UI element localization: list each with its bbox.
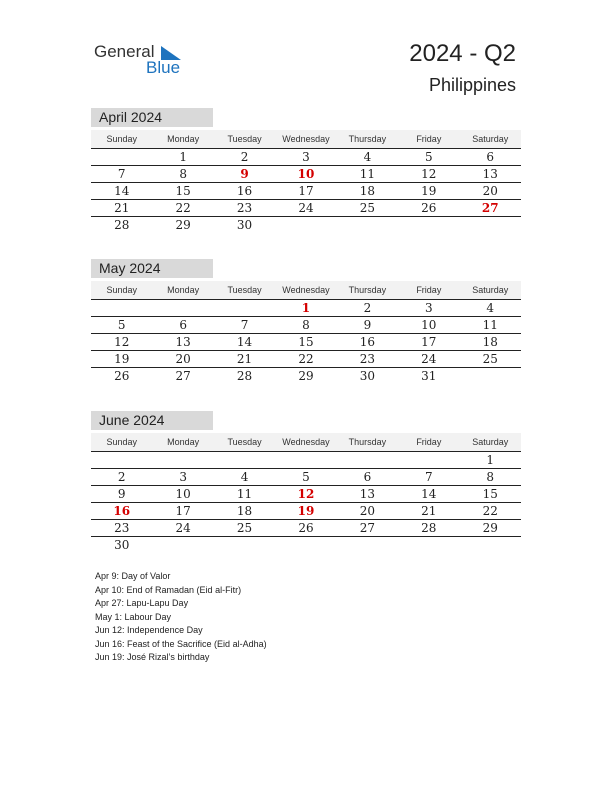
day-cell: 20 [359, 504, 376, 518]
empty-cell [398, 537, 459, 553]
day-cell: 1 [179, 150, 187, 164]
weekday-header [91, 281, 521, 300]
day-cell: 12 [297, 487, 315, 501]
week-row [91, 149, 521, 166]
month-title: May 2024 [91, 259, 213, 278]
day-cell: 10 [421, 318, 437, 332]
day-cell: 8 [302, 318, 310, 332]
holiday-note: Apr 10: End of Ramadan (Eid al-Fitr) [95, 584, 242, 595]
day-cell: 19 [421, 184, 437, 198]
empty-cell [152, 300, 213, 316]
empty-cell [152, 452, 213, 468]
day-cell: 23 [114, 521, 130, 535]
weekday-label: Tuesday [227, 437, 262, 447]
day-cell: 22 [482, 504, 498, 518]
weekday-label: Tuesday [227, 285, 262, 295]
month-title: June 2024 [91, 411, 213, 430]
day-cell: 13 [175, 335, 191, 349]
day-cell: 6 [179, 318, 187, 332]
holiday-note: Jun 19: José Rizal’s birthday [95, 652, 210, 662]
weekday-label: Wednesday [282, 134, 330, 144]
week-row [91, 334, 521, 351]
empty-cell [91, 452, 152, 468]
day-cell: 31 [421, 369, 437, 383]
day-cell: 7 [425, 470, 433, 484]
day-cell: 1 [301, 301, 311, 315]
day-cell: 4 [363, 150, 372, 164]
empty-cell [275, 217, 336, 233]
month-title: April 2024 [91, 108, 213, 127]
week-row [91, 486, 521, 503]
day-cell: 19 [114, 352, 130, 366]
weekday-header [91, 130, 521, 149]
day-cell: 3 [425, 301, 433, 315]
day-cell: 20 [482, 184, 498, 198]
day-cell: 27 [175, 369, 191, 383]
day-cell: 7 [117, 167, 126, 181]
day-cell: 18 [236, 504, 253, 518]
weekday-label: Monday [167, 285, 200, 295]
empty-cell [460, 368, 521, 384]
month-april [91, 108, 521, 233]
day-cell: 17 [421, 335, 437, 349]
page-title: 2024 - Q2 [409, 40, 516, 67]
day-cell: 27 [359, 521, 376, 535]
week-row [91, 537, 521, 553]
brand-logo [94, 42, 194, 78]
logo-text-blue: Blue [146, 58, 181, 77]
day-cell: 2 [117, 470, 126, 484]
day-cell: 10 [175, 487, 191, 501]
day-cell: 16 [236, 184, 253, 198]
day-cell: 5 [117, 318, 126, 332]
day-cell: 10 [297, 167, 315, 181]
weekday-header [91, 433, 521, 452]
day-cell: 9 [363, 318, 372, 332]
day-cell: 28 [421, 521, 437, 535]
day-cell: 11 [482, 318, 498, 332]
day-cell: 25 [482, 352, 498, 366]
holiday-note: Jun 12: Independence Day [95, 625, 203, 635]
weekday-label: Thursday [348, 134, 387, 144]
day-cell: 23 [359, 352, 376, 366]
day-cell: 29 [298, 369, 314, 383]
empty-cell [214, 537, 275, 553]
week-row [91, 200, 521, 217]
empty-cell [398, 452, 459, 468]
week-row [91, 368, 521, 384]
day-cell: 12 [421, 167, 437, 181]
day-cell: 28 [236, 369, 253, 383]
empty-cell [275, 452, 336, 468]
holiday-note: Apr 27: Lapu-Lapu Day [95, 598, 189, 608]
week-row [91, 183, 521, 200]
weekday-label: Sunday [106, 134, 137, 144]
day-cell: 5 [302, 470, 310, 484]
day-cell: 1 [486, 453, 495, 467]
day-cell: 23 [236, 201, 253, 215]
weekday-label: Friday [416, 285, 442, 295]
empty-cell [337, 537, 398, 553]
week-row [91, 317, 521, 334]
day-cell: 24 [421, 352, 437, 366]
day-cell: 30 [359, 369, 376, 383]
day-cell: 18 [482, 335, 498, 349]
day-cell: 7 [240, 318, 249, 332]
weekday-label: Thursday [348, 437, 387, 447]
day-cell: 5 [425, 150, 433, 164]
week-row [91, 351, 521, 368]
day-cell: 8 [486, 470, 495, 484]
day-cell: 11 [236, 487, 253, 501]
empty-cell [337, 217, 398, 233]
day-cell: 15 [482, 487, 498, 501]
week-row [91, 452, 521, 469]
day-cell: 15 [298, 335, 314, 349]
day-cell: 26 [421, 201, 437, 215]
day-cell: 13 [482, 167, 498, 181]
day-cell: 19 [297, 504, 315, 518]
day-cell: 2 [363, 301, 372, 315]
day-cell: 25 [359, 201, 376, 215]
day-cell: 30 [236, 218, 253, 232]
day-cell: 17 [175, 504, 191, 518]
empty-cell [275, 537, 336, 553]
weekday-label: Monday [167, 437, 200, 447]
day-cell: 8 [179, 167, 187, 181]
day-cell: 29 [482, 521, 498, 535]
weekday-label: Friday [416, 134, 442, 144]
weekday-label: Sunday [106, 285, 137, 295]
day-cell: 15 [175, 184, 191, 198]
day-cell: 9 [117, 487, 126, 501]
day-cell: 14 [421, 487, 437, 501]
day-cell: 18 [359, 184, 376, 198]
day-cell: 21 [421, 504, 437, 518]
weekday-label: Saturday [472, 134, 509, 144]
day-cell: 14 [236, 335, 253, 349]
day-cell: 27 [481, 201, 499, 215]
day-cell: 26 [114, 369, 130, 383]
weekday-label: Sunday [106, 437, 137, 447]
weekday-label: Thursday [348, 285, 387, 295]
day-cell: 26 [298, 521, 314, 535]
day-cell: 28 [114, 218, 130, 232]
day-cell: 20 [175, 352, 191, 366]
day-cell: 6 [486, 150, 495, 164]
month-may [91, 259, 521, 384]
empty-cell [214, 300, 275, 316]
week-row [91, 469, 521, 486]
day-cell: 30 [114, 538, 130, 552]
day-cell: 9 [240, 167, 249, 181]
empty-cell [460, 537, 521, 553]
week-row [91, 166, 521, 183]
day-cell: 29 [175, 218, 191, 232]
holiday-note: Apr 9: Day of Valor [95, 571, 171, 581]
week-row [91, 520, 521, 537]
day-cell: 12 [114, 335, 130, 349]
day-cell: 3 [179, 470, 187, 484]
day-cell: 6 [363, 470, 372, 484]
day-cell: 2 [240, 150, 249, 164]
weekday-label: Saturday [472, 285, 509, 295]
holiday-note: Jun 16: Feast of the Sacrifice (Eid al-Adha) [95, 638, 267, 649]
day-cell: 21 [114, 201, 130, 215]
holiday-notes [95, 570, 267, 665]
empty-cell [91, 300, 152, 316]
day-cell: 3 [302, 150, 310, 164]
empty-cell [214, 452, 275, 468]
month-june [91, 411, 521, 553]
weekday-label: Saturday [472, 437, 509, 447]
day-cell: 22 [298, 352, 314, 366]
day-cell: 17 [298, 184, 314, 198]
empty-cell [460, 217, 521, 233]
day-cell: 24 [298, 201, 314, 215]
day-cell: 16 [113, 504, 131, 518]
weekday-label: Tuesday [227, 134, 262, 144]
weekday-label: Monday [167, 134, 200, 144]
logo-text-general: General [94, 42, 155, 61]
week-row [91, 217, 521, 233]
empty-cell [398, 217, 459, 233]
weekday-label: Wednesday [282, 437, 330, 447]
week-row [91, 300, 521, 317]
day-cell: 16 [359, 335, 376, 349]
empty-cell [337, 452, 398, 468]
day-cell: 25 [236, 521, 253, 535]
country-name: Philippines [428, 75, 516, 95]
day-cell: 4 [486, 301, 495, 315]
day-cell: 4 [240, 470, 249, 484]
weekday-label: Wednesday [282, 285, 330, 295]
day-cell: 11 [359, 167, 376, 181]
day-cell: 22 [175, 201, 191, 215]
empty-cell [152, 537, 213, 553]
day-cell: 24 [175, 521, 191, 535]
weekday-label: Friday [416, 437, 442, 447]
day-cell: 14 [114, 184, 130, 198]
day-cell: 21 [236, 352, 253, 366]
holiday-note: May 1: Labour Day [95, 611, 172, 622]
week-row [91, 503, 521, 520]
empty-cell [91, 149, 152, 165]
day-cell: 13 [359, 487, 376, 501]
